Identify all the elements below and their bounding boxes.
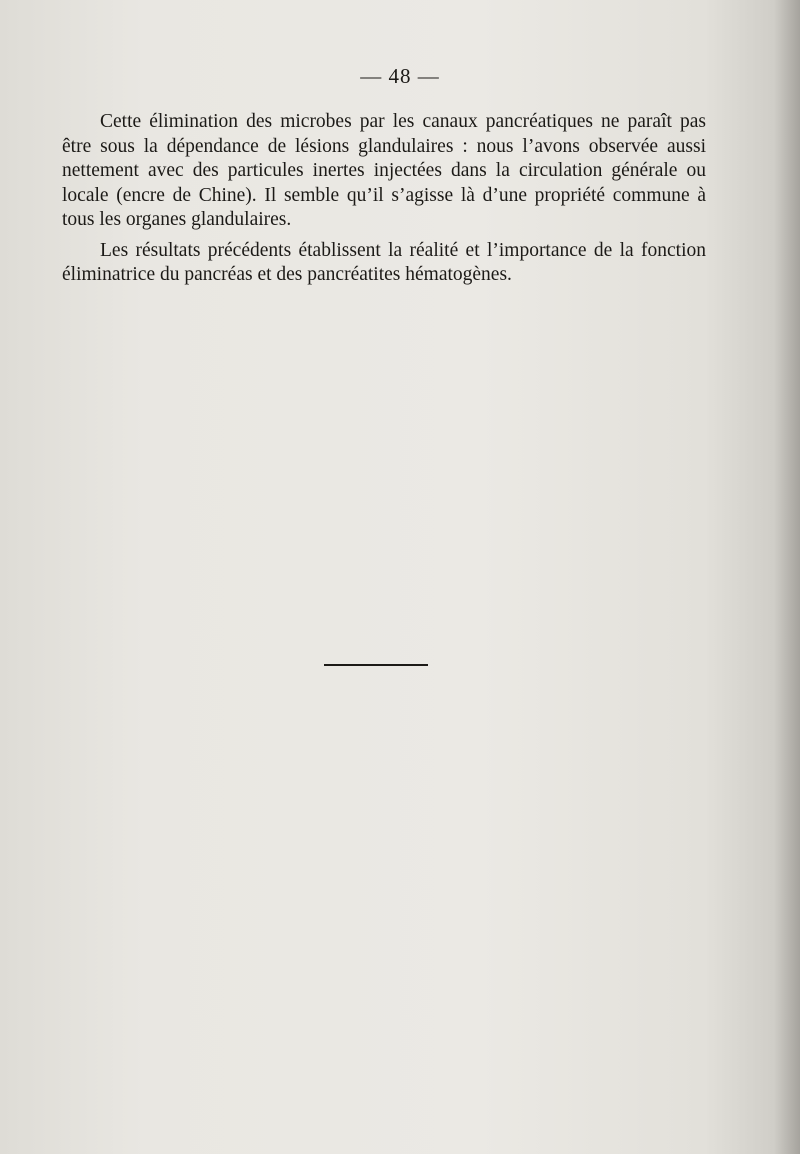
- body-text: [62, 110, 706, 288]
- paragraph-elimination: Cette élimination des microbes par les canaux pancréatiques ne paraît pas être sous la dépendance de lésions glandulaires : nous l’avons observée aussi nettement avec des particules inertes injectées dans la circulation générale ou locale (encre de Chine). Il semble qu’il s’agisse là d’une propriété commune à tous les organes glandulaires.: [62, 111, 706, 230]
- section-divider: [324, 664, 428, 666]
- paragraph-results: Les résultats précédents établissent la réalité et l’importance de la fonction éliminatrice du pancréas et des pancréatites hématogènes.: [62, 239, 706, 285]
- page-number: — 48 —: [360, 64, 440, 88]
- page-edge-shadow: [774, 0, 800, 1154]
